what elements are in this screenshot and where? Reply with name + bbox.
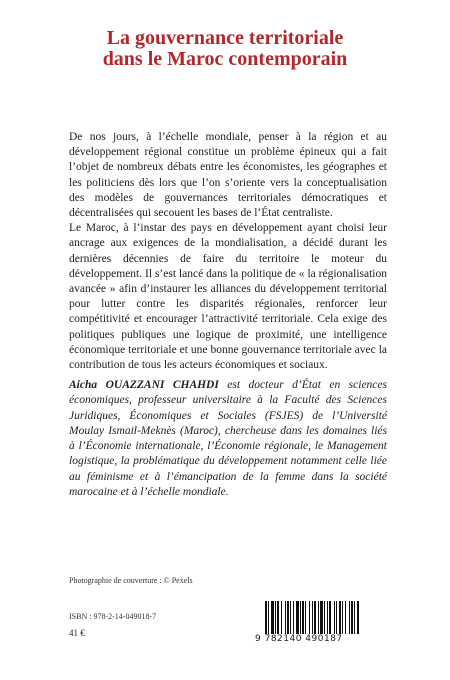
summary-paragraph-1: De nos jours, à l’échelle mondiale, penser à la région et au développement régional constitue un problème épineux qui a fait l’objet de nombreux débats entre les économistes, les géographes et les politiciens dès lors que l’on s’oriente vers la conceptualisation des modèles de gouvernances territoriales démocratiques et décentralisées qui secouent les bases de l’État centraliste. — [69, 131, 387, 220]
summary-paragraph-2: Le Maroc, à l’instar des pays en développement ayant choisi leur ancrage aux exigences de la mondialisation, a décidé durant les dernières décennies de faire du territoire le moteur du développement. Il s’est lancé dans la politique de « la régionalisation avancée » afin d’instaurer les alliances du développement territorial pour lutter contre les disparités régionales, renforcer leur compétitivité et encourager l’attractivité territoriale. Cela exige des politiques publiques une logique de proximité, une intelligence économique territoriale et une bonne gouvernance territoriale avec la contribution de tous les acteurs économiques et sociaux. — [69, 222, 387, 372]
price: 41 € — [69, 628, 85, 638]
book-title — [20, 28, 430, 70]
title-line-1: La gouvernance territoriale — [106, 27, 344, 49]
summary-text — [69, 130, 387, 373]
photo-credit: Photographie de couverture : © Pexels — [69, 576, 193, 585]
author-name: Aicha OUAZZANI CHAHDI — [69, 379, 219, 391]
author-bio-text: est docteur d’État en sciences économiques, professeur universitaire à la Faculté des Sciences Juridiques, Économiques et Sociales (FSJES) de l’Université Moulay Ismail-Meknès (Maroc), chercheuse dans les domaines liés à l’Économie internationale, l’Économie régionale, le Management logistique, la problématique du développement notamment celle liée au féminisme et à l’émancipation de la femme dans la société marocaine et à l’échelle mondiale. — [69, 379, 387, 499]
isbn: ISBN : 978-2-14-049018-7 — [69, 612, 157, 621]
author-bio — [69, 378, 387, 500]
barcode-digits: 9 782140 490187 — [255, 634, 387, 644]
title-line-2: dans le Maroc contemporain — [102, 48, 348, 70]
